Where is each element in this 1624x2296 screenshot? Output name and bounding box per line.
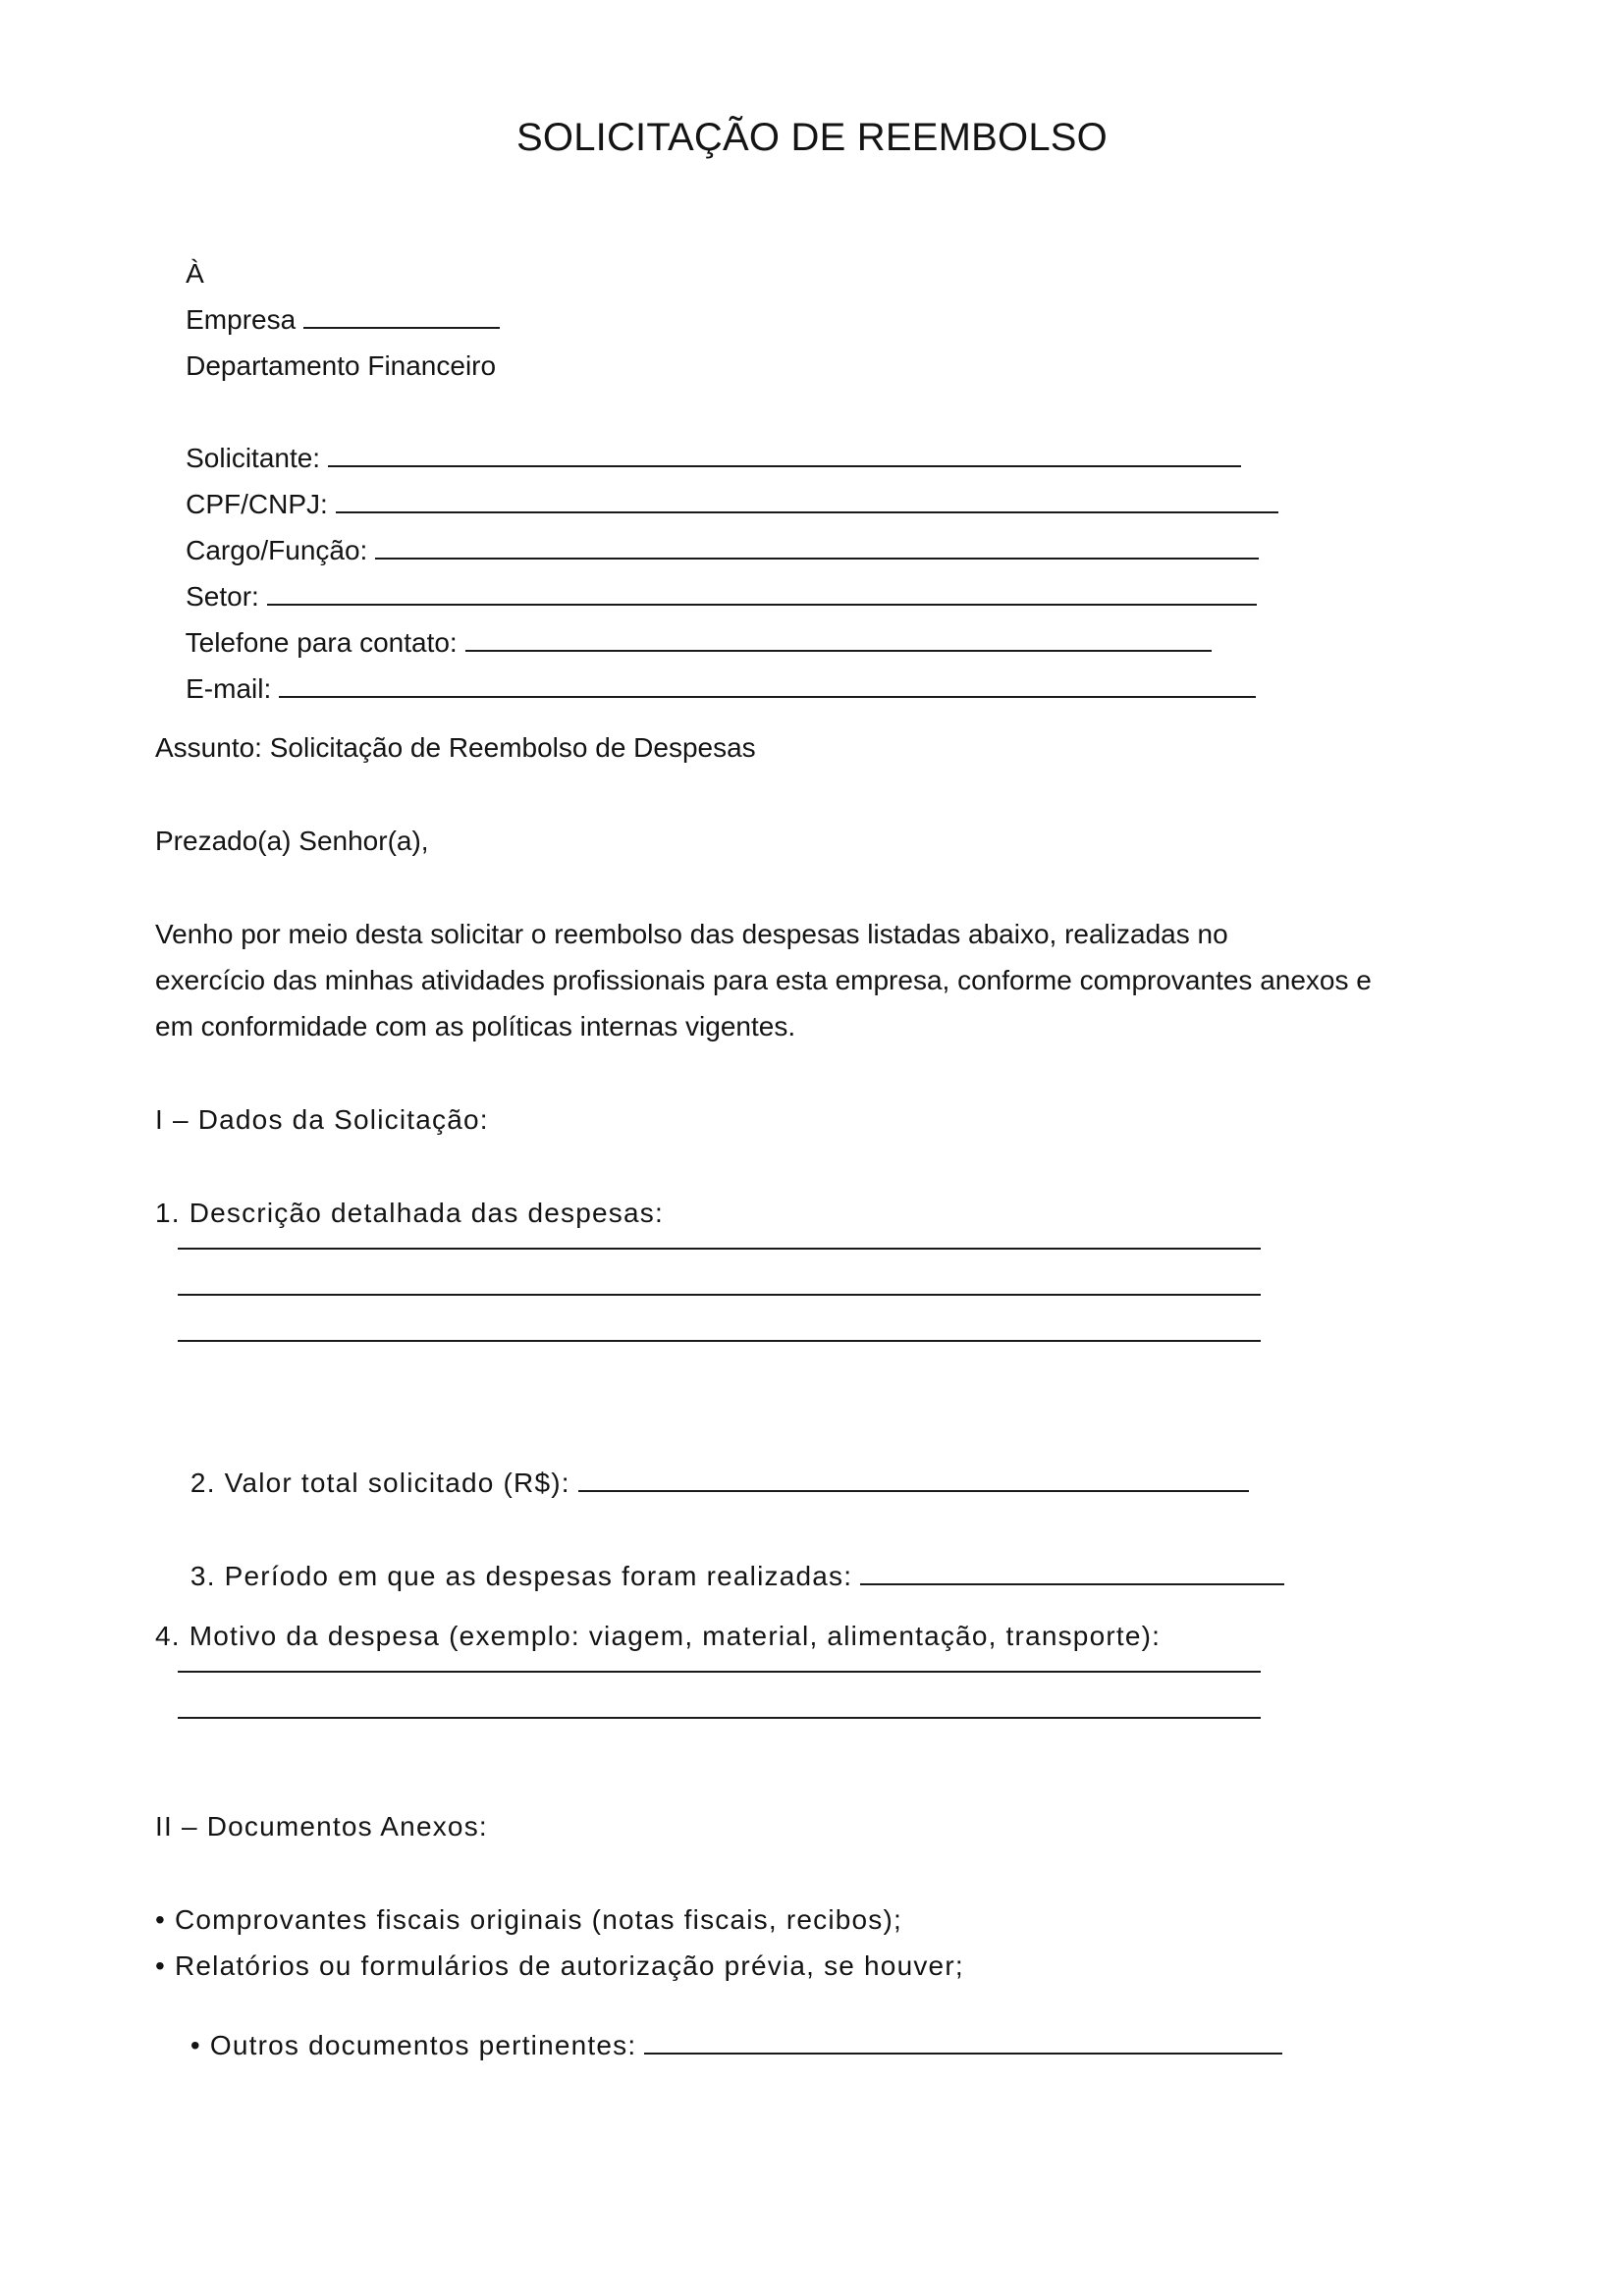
item1-blank-3[interactable] — [178, 1340, 1261, 1342]
section1-heading: I – Dados da Solicitação: — [155, 1104, 489, 1135]
addressee-label: À — [186, 258, 204, 289]
document-title: SOLICITAÇÃO DE REEMBOLSO — [516, 116, 1108, 159]
item4-blank-2[interactable] — [178, 1717, 1261, 1719]
item3-field — [155, 1526, 1284, 1627]
item2-field — [155, 1433, 1249, 1533]
body-line-2: exercício das minhas atividades profissionais para esta empresa, conforme comprovantes anexos e — [155, 965, 1372, 995]
email-field — [155, 639, 1256, 739]
bullet-3-field — [155, 1996, 1282, 2096]
other-documents-blank[interactable] — [644, 2029, 1282, 2055]
email-blank[interactable] — [279, 672, 1256, 698]
item3-label: 3. Período em que as despesas foram realizadas: — [189, 1561, 853, 1591]
item4-blank-1[interactable] — [178, 1671, 1261, 1673]
body-line-3: em conformidade com as políticas internas vigentes. — [155, 1011, 796, 1041]
item1-blank-2[interactable] — [178, 1294, 1261, 1296]
body-line-1: Venho por meio desta solicitar o reembolso das despesas listadas abaixo, realizadas no — [155, 919, 1228, 949]
bullet-1: • Comprovantes fiscais originais (notas fiscais, recibos); — [155, 1904, 902, 1935]
department-label: Departamento Financeiro — [186, 350, 497, 381]
item4-label: 4. Motivo da despesa (exemplo: viagem, material, alimentação, transporte): — [155, 1621, 1162, 1651]
company-label: Empresa — [186, 304, 297, 335]
role-label: Cargo/Função: — [186, 535, 368, 565]
item1-label: 1. Descrição detalhada das despesas: — [155, 1198, 664, 1228]
item3-blank[interactable] — [860, 1560, 1284, 1585]
requester-label: Solicitante: — [186, 443, 321, 473]
bullet-3-label: • Outros documentos pertinentes: — [189, 2030, 637, 2060]
bullet-2: • Relatórios ou formulários de autorização prévia, se houver; — [155, 1950, 964, 1981]
cpf-cnpj-label: CPF/CNPJ: — [186, 489, 328, 519]
item1-blank-1[interactable] — [178, 1248, 1261, 1250]
department-line — [155, 316, 496, 416]
item2-blank[interactable] — [578, 1467, 1249, 1492]
section2-heading: II – Documentos Anexos: — [155, 1811, 488, 1842]
subject-line: Assunto: Solicitação de Reembolso de Despesas — [155, 732, 756, 763]
sector-label: Setor: — [186, 581, 259, 612]
email-label: E-mail: — [186, 673, 272, 704]
greeting: Prezado(a) Senhor(a), — [155, 826, 429, 856]
phone-label: Telefone para contato: — [185, 627, 458, 658]
item2-label: 2. Valor total solicitado (R$): — [189, 1468, 570, 1498]
